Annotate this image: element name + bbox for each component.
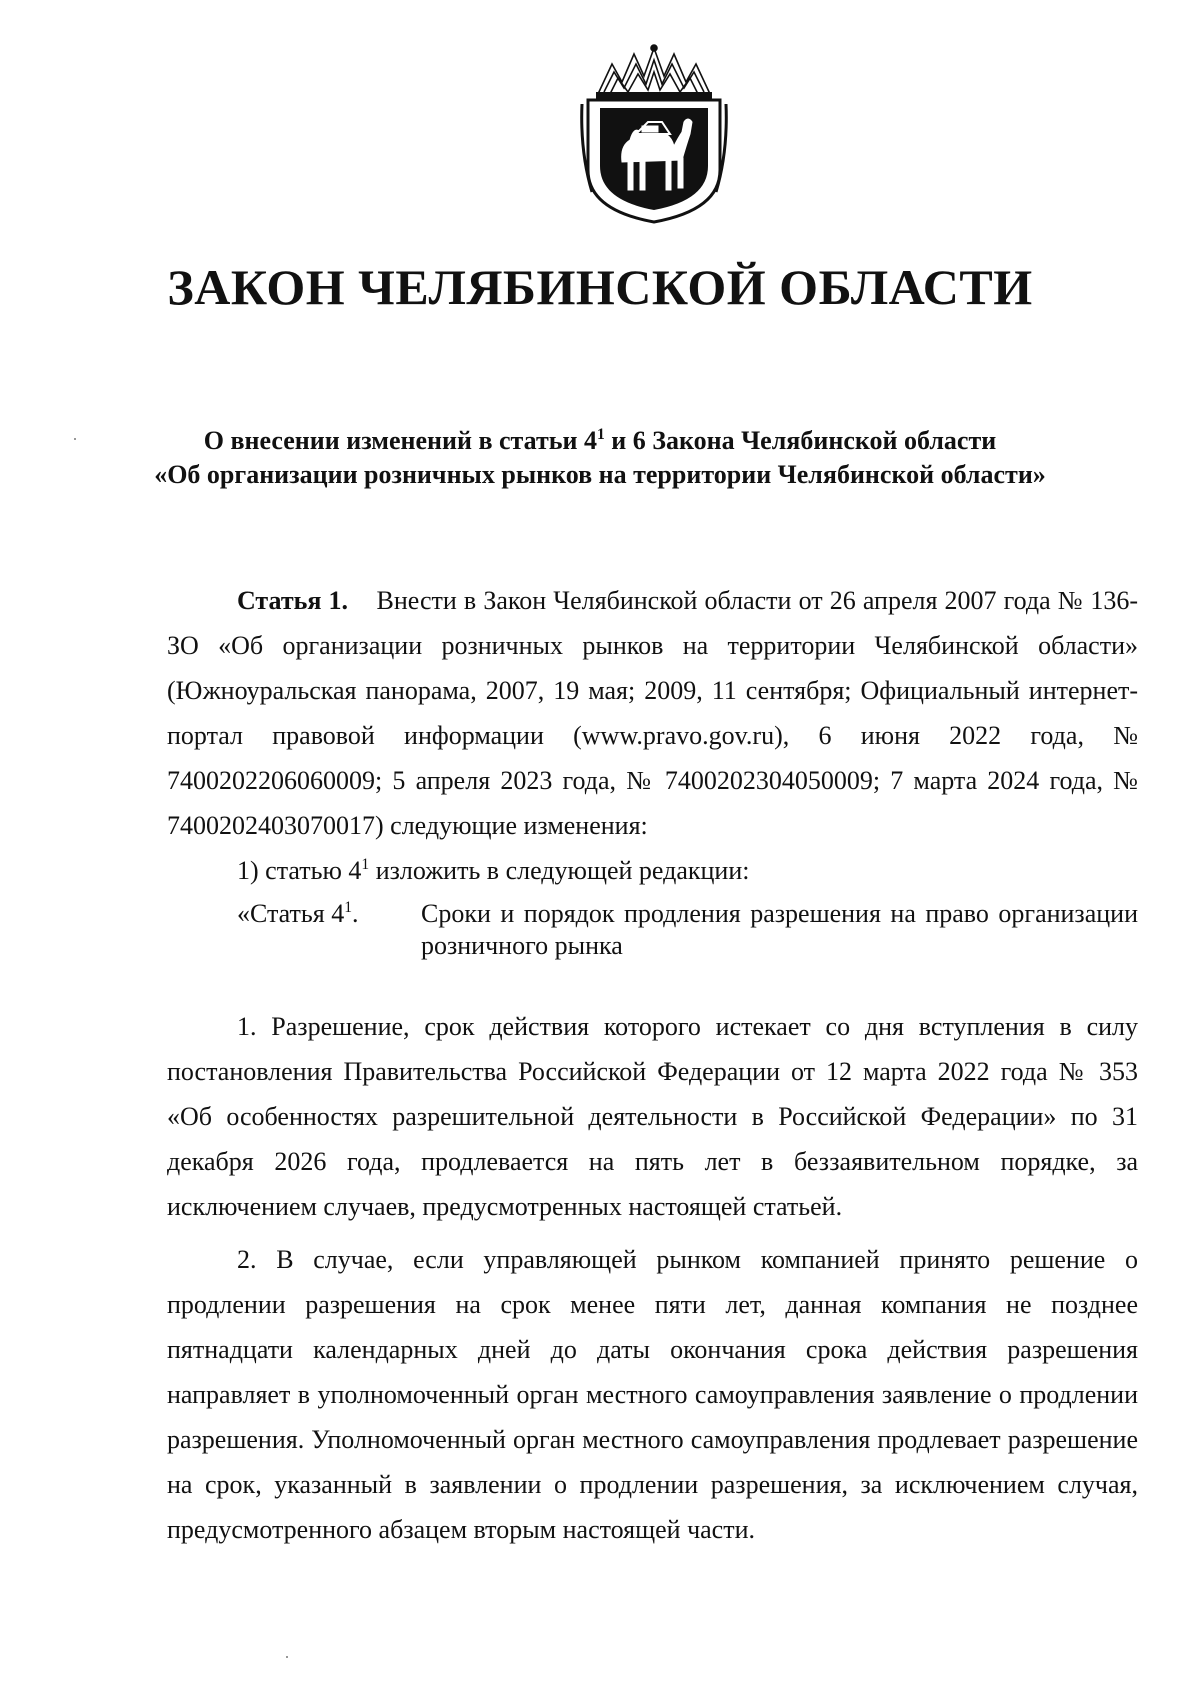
amendment-item-1-text: 1) статью 4 — [237, 856, 362, 885]
coat-of-arms-icon — [578, 42, 730, 226]
amendment-item-1-text-end: изложить в следующей редакции: — [369, 856, 750, 885]
superscript: 1 — [361, 855, 370, 873]
quoted-article-title: Сроки и порядок продления разрешения на право организации розничного рынка — [421, 899, 1138, 960]
subtitle-line-1-text-end: и 6 Закона Челябинской области — [604, 426, 997, 455]
superscript: 1 — [596, 425, 605, 443]
scan-speck — [286, 1656, 288, 1658]
quoted-article-heading — [237, 898, 1138, 962]
quoted-article-label-text: «Статья 4 — [237, 899, 345, 928]
law-subtitle — [110, 424, 1090, 492]
superscript: 1 — [344, 898, 353, 916]
paragraph-2: 2. В случае, если управляющей рынком компанией принято решение о продлении разрешения на срок менее пяти лет, данная компания не позднее пятнадцати календарных дней до даты окончания срока действия разрешения направляет в уполномоченный орган местного самоуправления заявление о продлении разрешения. Уполномоченный орган местного самоуправления продлевает разрешение на срок, указанный в заявлении о продлении разрешения, за исключением случая, предусмотренного абзацем вторым настоящей части. — [167, 1245, 1138, 1544]
quoted-article-label — [237, 898, 359, 930]
paragraph-1: 1. Разрешение, срок действия которого истекает со дня вступления в силу постановления Правительства Российской Федерации от 12 марта 2022 года № 353 «Об особенностях разрешительной деятельности в Российской Федерации» по 31 декабря 2026 года, продлевается на пять лет в беззаявительном порядке, за исключением случаев, предусмотренных настоящей статьей. — [167, 1012, 1138, 1221]
law-title: ЗАКОН ЧЕЛЯБИНСКОЙ ОБЛАСТИ — [167, 259, 1033, 315]
scan-speck — [74, 438, 76, 440]
article-1-text: Внести в Закон Челябинской области от 26 апреля 2007 года № 136-ЗО «Об организации розничных рынков на территории Челябинской области» (Южноуральская панорама, 2007, 19 мая; 2009, 11 сентября; Официальный интернет-портал правовой информации (www.pravo.gov.ru), 6 июня 2022 года, № 7400202206060009; 5 апреля 2023 года, № 7400202304050009; 7 марта 2024 года, № 7400202403070017) следующие изменения: — [167, 586, 1139, 840]
subtitle-line-2: «Об организации розничных рынков на территории Челябинской области» — [154, 460, 1046, 489]
subtitle-line-1-text: О внесении изменений в статьи 4 — [203, 426, 597, 455]
article-1-label: Статья 1. — [237, 586, 349, 615]
amendment-item-1 — [167, 854, 1138, 888]
quoted-article-label-dot: . — [352, 899, 359, 928]
subtitle-line-1 — [110, 424, 1090, 458]
article-1 — [167, 578, 1138, 848]
